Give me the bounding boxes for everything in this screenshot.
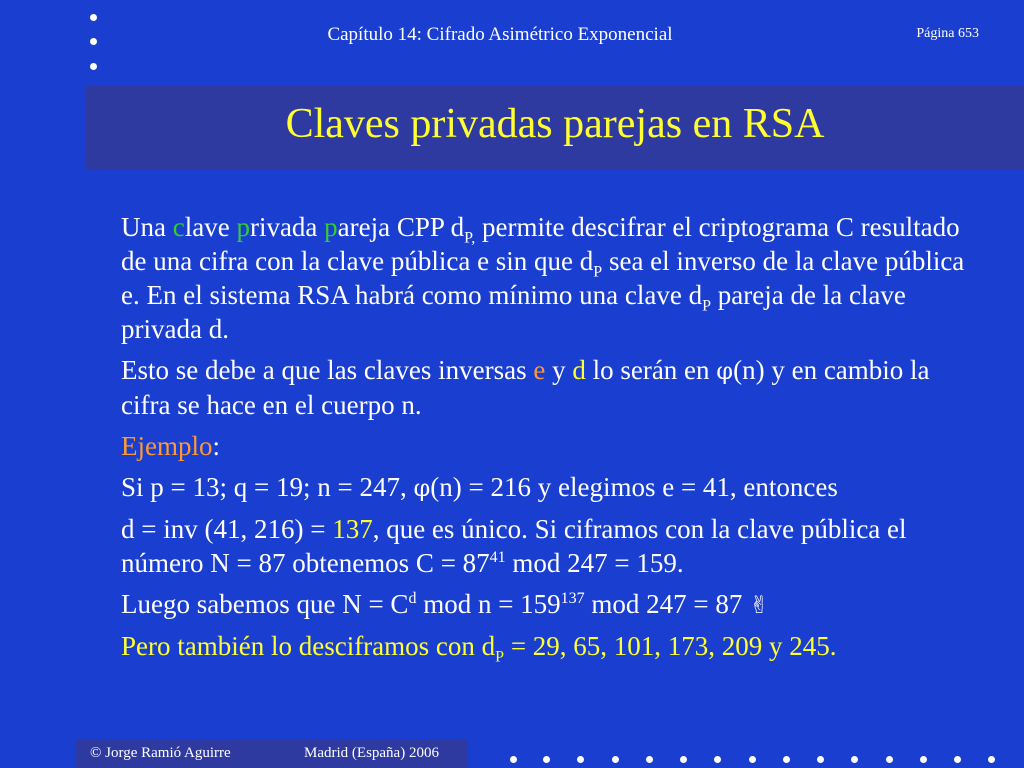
phi-symbol: φ [716,357,734,385]
decor-dot [886,756,893,763]
paragraph-pair-keys [121,629,981,666]
subscript: P [702,297,712,315]
title-band [86,86,1024,170]
slide-content [121,210,981,670]
text: Una [121,212,173,242]
text: = 29, 65, 101, 173, 209 y 245. [504,631,837,661]
text: pareja de la clave privada d. [121,280,906,344]
text: , que es único. Si ciframos con la clave pública el número N = 87 obtenemos C = 87 [121,514,907,578]
text: mod 247 = 159. [505,548,684,578]
text: Si p = 13; q = 19; n = 247, [121,472,414,502]
decor-dot [920,756,927,763]
footer-author: © Jorge Ramió Aguirre [90,745,231,761]
text: (n) y en cambio la cifra se hace en el cuerpo n. [121,355,930,420]
decor-dot [577,756,584,763]
superscript: 137 [560,590,585,607]
text: Luego sabemos que N = C [121,589,409,619]
decor-dot [510,756,517,763]
decor-dot [749,756,756,763]
text: : [212,431,220,461]
paragraph-example-label [121,429,981,463]
highlight-letter: e [533,355,546,385]
text: y [545,355,573,385]
decor-dot [714,756,721,763]
paragraph-reason [121,353,981,422]
decor-dot [988,756,995,763]
subscript: P, [464,229,476,247]
superscript: 41 [489,549,506,566]
victory-hand-icon: ✌ [749,591,770,619]
text: mod 247 = 87 [584,589,750,619]
text: lave [184,212,237,242]
footer-place: Madrid (España) 2006 [304,745,439,761]
page-number: Página 653 [916,26,979,41]
subscript: P [495,648,505,666]
text: rivada [249,212,325,242]
phi-symbol: φ [413,474,431,502]
example-label: Ejemplo [121,431,213,461]
decor-dot [90,14,97,21]
highlight-letter: d [572,355,586,385]
decor-dot [612,756,619,763]
text: lo serán en [585,355,717,385]
decor-dot [851,756,858,763]
text: mod n = 159 [416,589,561,619]
text: areja CPP d [337,212,465,242]
decor-dot [646,756,653,763]
decor-dot [680,756,687,763]
decor-dot [817,756,824,763]
paragraph-example-inverse [121,512,981,580]
text: Esto se debe a que las claves inversas [121,355,534,385]
text: d = inv (41, 216) = [121,514,333,544]
decor-dot [783,756,790,763]
slide-title: Claves privadas parejas en RSA [285,101,825,147]
decor-dot [90,63,97,70]
decor-dot [954,756,961,763]
text: permite descifrar el criptograma C resultado de una cifra con la clave pública e sin que d [121,212,960,276]
text: Pero también lo desciframos con d [121,631,496,661]
highlight-letter: p [236,212,250,242]
paragraph-example-decrypt [121,587,981,622]
superscript: d [408,590,417,607]
footer [76,740,468,768]
paragraph-example-params [121,470,981,505]
highlight-value: 137 [332,514,373,544]
text: sea el inverso de la clave pública e. En el sistema RSA habrá como mínimo una clave d [121,246,965,310]
highlight-letter: c [172,212,185,242]
decor-dot [543,756,550,763]
highlight-letter: p [324,212,338,242]
text: (n) = 216 y elegimos e = 41, entonces [430,472,838,502]
paragraph-definition [121,210,981,346]
chapter-header: Capítulo 14: Cifrado Asimétrico Exponencial [327,24,673,45]
subscript: P [593,263,603,281]
